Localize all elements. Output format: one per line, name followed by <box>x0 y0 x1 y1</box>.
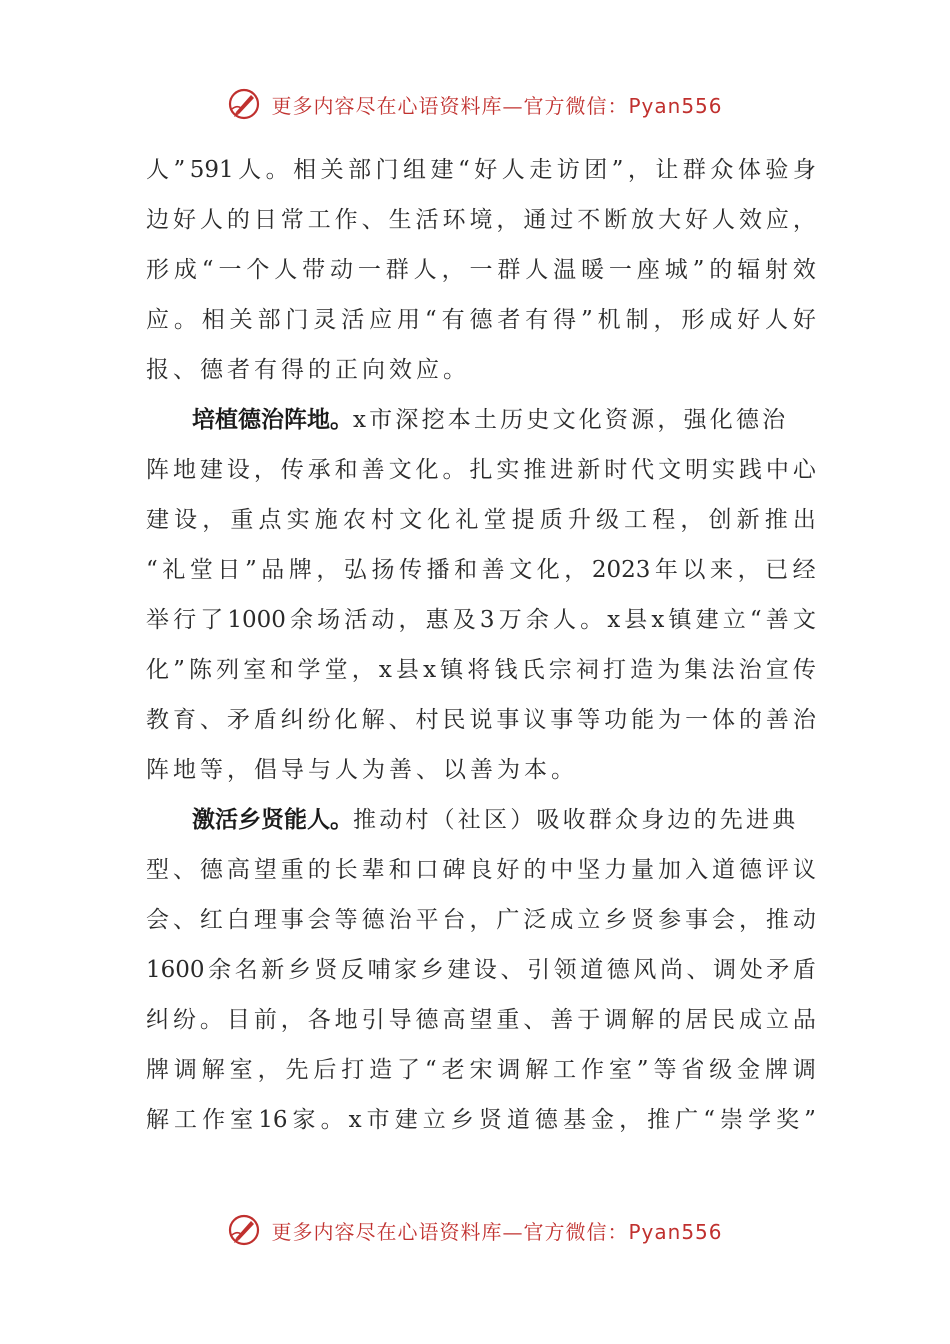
text-line: “ 礼 堂 日 ” 品 牌 ， 弘 扬 传 播 和 善 文 化 ， 2023 年 以 来 ， 已 经 <box>146 557 816 583</box>
text-line: 培植德治阵地。 x市深挖本土历史文化资源，强化德治 <box>146 395 816 445</box>
text-line: 阵地等，倡导与人为善、以善为本。 <box>146 757 578 783</box>
quill-pen-logo-icon <box>227 1213 261 1247</box>
watermark-text: 更多内容尽在心语资料库—官方微信：Pyan556 <box>271 1219 723 1244</box>
text-line: 边 好 人 的 日 常 工 作 、 生 活 环 境 ， 通 过 不 断 放 大 好 人 效 应 ， <box>146 207 816 233</box>
paragraph-lead-heading: 培植德治阵地。 <box>192 406 353 433</box>
text-line: 解 工 作 室 16 家 。 x 市 建 立 乡 贤 道 德 基 金 ， 推 广 “ 崇 学 奖 ” <box>146 1107 816 1133</box>
text-line: 教 育 、 矛 盾 纠 纷 化 解 、 村 民 说 事 议 事 等 功 能 为 一 体 的 善 治 <box>146 707 816 733</box>
text-line: 1600 余 名 新 乡 贤 反 哺 家 乡 建 设 、 引 领 道 德 风 尚 、 调 处 矛 盾 <box>146 957 816 983</box>
text-line: 建 设 ， 重 点 实 施 农 村 文 化 礼 堂 提 质 升 级 工 程 ， 创 新 推 出 <box>146 507 816 533</box>
footer-watermark <box>0 1206 950 1254</box>
text-line: 人 ” 591 人 。 相 关 部 门 组 建 “ 好 人 走 访 团 ” ， 让 群 众 体 验 身 <box>146 157 816 183</box>
text-line: 报、德者有得的正向效应。 <box>146 357 470 383</box>
text-line: 应 。 相 关 部 门 灵 活 应 用 “ 有 德 者 有 得 ” 机 制 ， 形 成 好 人 好 <box>146 307 816 333</box>
text-line: 牌 调 解 室 ， 先 后 打 造 了 “ 老 宋 调 解 工 作 室 ” 等 省 级 金 牌 调 <box>146 1057 816 1083</box>
paragraph-moral-governance-base <box>146 395 816 795</box>
text-line: 阵 地 建 设 ， 传 承 和 善 文 化 。 扎 实 推 进 新 时 代 文 明 实 践 中 心 <box>146 457 816 483</box>
quill-pen-logo-icon <box>227 87 261 121</box>
text-line: 激活乡贤能人。 推动村（社区）吸收群众身边的先进典 <box>146 795 816 845</box>
paragraph-lead-heading: 激活乡贤能人。 <box>192 806 353 833</box>
document-body <box>146 145 816 1145</box>
watermark-text: 更多内容尽在心语资料库—官方微信：Pyan556 <box>271 93 723 118</box>
text-line: 型 、 德 高 望 重 的 长 辈 和 口 碑 良 好 的 中 坚 力 量 加 入 道 德 评 议 <box>146 857 816 883</box>
paragraph-activate-local-talents <box>146 795 816 1145</box>
header-watermark <box>0 80 950 128</box>
text-line: 会 、 红 白 理 事 会 等 德 治 平 台 ， 广 泛 成 立 乡 贤 参 事 会 ， 推 动 <box>146 907 816 933</box>
paragraph-continued <box>146 145 816 395</box>
text-line: 举 行 了 1000 余 场 活 动 ， 惠 及 3 万 余 人 。 x 县 x 镇 建 立 “ 善 文 <box>146 607 816 633</box>
text-line: 纠 纷 。 目 前 ， 各 地 引 导 德 高 望 重 、 善 于 调 解 的 居 民 成 立 品 <box>146 1007 816 1033</box>
text-line: 化 ” 陈 列 室 和 学 堂 ， x 县 x 镇 将 钱 氏 宗 祠 打 造 为 集 法 治 宣 传 <box>146 657 816 683</box>
text-line: 形 成 “ 一 个 人 带 动 一 群 人 ， 一 群 人 温 暖 一 座 城 ” 的 辐 射 效 <box>146 257 816 283</box>
